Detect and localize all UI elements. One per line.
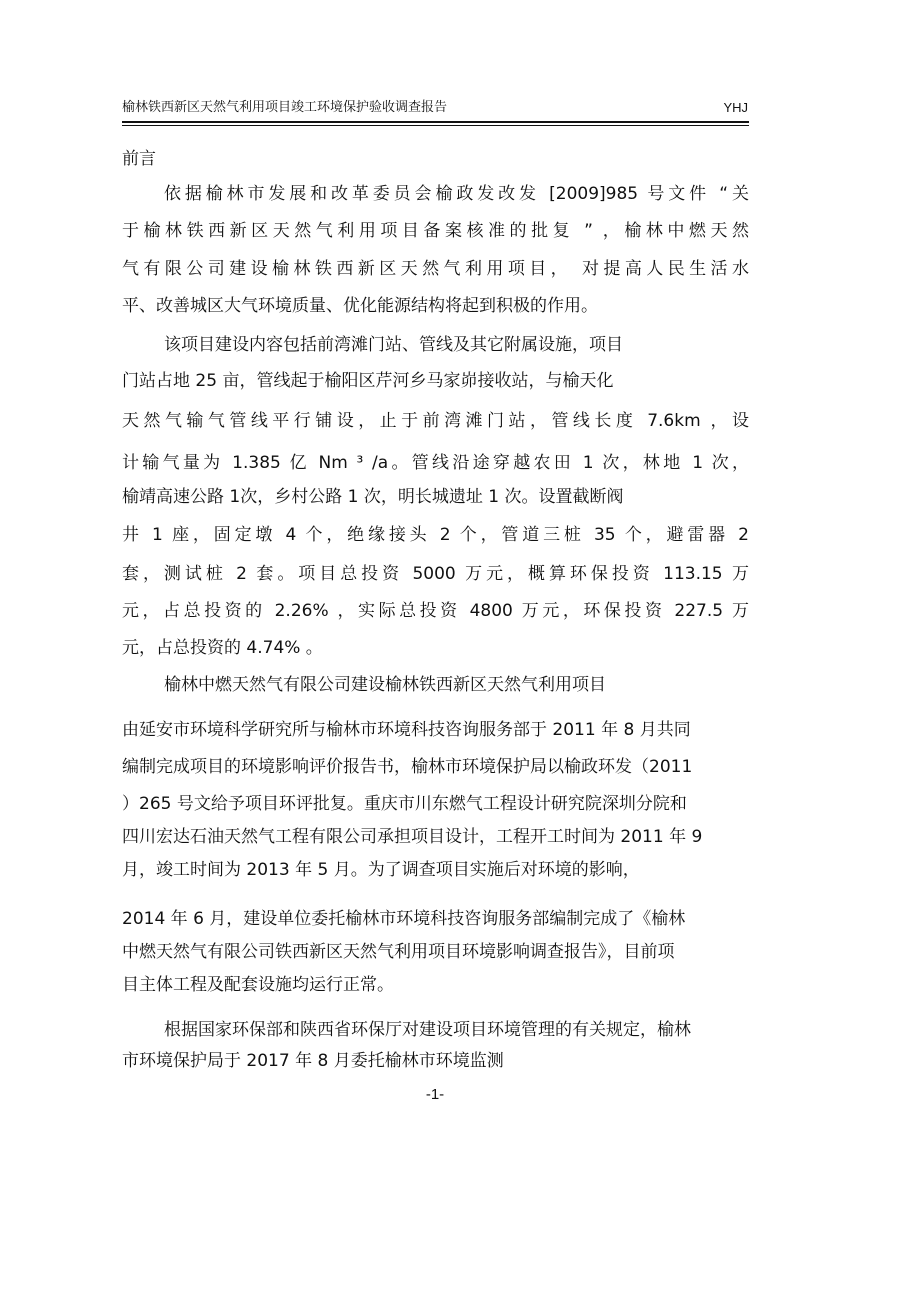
body-line: 编制完成项目的环境影响评价报告书，榆林市环境保护局以榆政环发（2011: [122, 757, 693, 777]
body-line: 井 1 座，固定墩 4 个，绝缘接头 2 个，管道三桩 35 个，避雷器 2: [122, 525, 749, 545]
body-line: 该项目建设内容包括前湾滩门站、管线及其它附属设施，项目: [164, 335, 623, 355]
body-line: 天然气输气管线平行铺设，止于前湾滩门站，管线长度 7.6km ，设: [122, 411, 749, 431]
body-line: 2014 年 6 月，建设单位委托榆林市环境科技咨询服务部编制完成了《榆林: [122, 909, 686, 929]
body-line: 目主体工程及配套设施均运行正常。: [122, 975, 394, 995]
body-line: 月，竣工时间为 2013 年 5 月。为了调查项目实施后对环境的影响，: [122, 860, 640, 880]
body-line: 依据榆林市发展和改革委员会榆政发改发 [2009]985 号文件 “关: [164, 184, 749, 204]
body-line: 门站占地 25 亩，管线起于榆阳区芹河乡马家峁接收站，与榆天化: [122, 371, 614, 391]
header-rule-thick: [122, 121, 749, 123]
body-line: 根据国家环保部和陕西省环保厅对建设项目环境管理的有关规定，榆林: [164, 1020, 691, 1040]
header-code: YHJ: [723, 100, 748, 115]
section-title: 前言: [122, 149, 156, 169]
body-line: 榆林中燃天然气有限公司建设榆林铁西新区天然气利用项目: [164, 675, 606, 695]
body-line: 市环境保护局于 2017 年 8 月委托榆林市环境监测: [122, 1051, 504, 1071]
body-line: 四川宏达石油天然气工程有限公司承担项目设计，工程开工时间为 2011 年 9: [122, 827, 703, 847]
page-number: -1-: [425, 1086, 445, 1103]
body-line: 于榆林铁西新区天然气利用项目备案核准的批复 ” ，榆林中燃天然: [122, 221, 749, 241]
body-line: 元，占总投资的 2.26% ，实际总投资 4800 万元，环保投资 227.5 万: [122, 601, 749, 621]
body-line: 计输气量为 1.385 亿 Nm ³ /a。管线沿途穿越农田 1 次，林地 1 次，: [122, 453, 749, 473]
body-line: 气有限公司建设榆林铁西新区天然气利用项目， 对提高人民生活水: [122, 259, 749, 279]
header-title: 榆林铁西新区天然气利用项目竣工环境保护验收调查报告: [122, 100, 448, 115]
body-line: 榆靖高速公路 1次，乡村公路 1 次，明长城遗址 1 次。设置截断阀: [122, 487, 624, 507]
header-rule-thin: [122, 125, 749, 126]
body-line: 由延安市环境科学研究所与榆林市环境科技咨询服务部于 2011 年 8 月共同: [122, 720, 691, 740]
body-line: 中燃天然气有限公司铁西新区天然气利用项目环境影响调查报告》，目前项: [122, 942, 675, 962]
body-line: 平、改善城区大气环境质量、优化能源结构将起到积极的作用。: [122, 296, 598, 316]
body-line: 套，测试桩 2 套。项目总投资 5000 万元，概算环保投资 113.15 万: [122, 564, 749, 584]
body-line: 元，占总投资的 4.74% 。: [122, 638, 323, 658]
body-line: ）265 号文给予项目环评批复。重庆市川东燃气工程设计研究院深圳分院和: [122, 794, 687, 814]
